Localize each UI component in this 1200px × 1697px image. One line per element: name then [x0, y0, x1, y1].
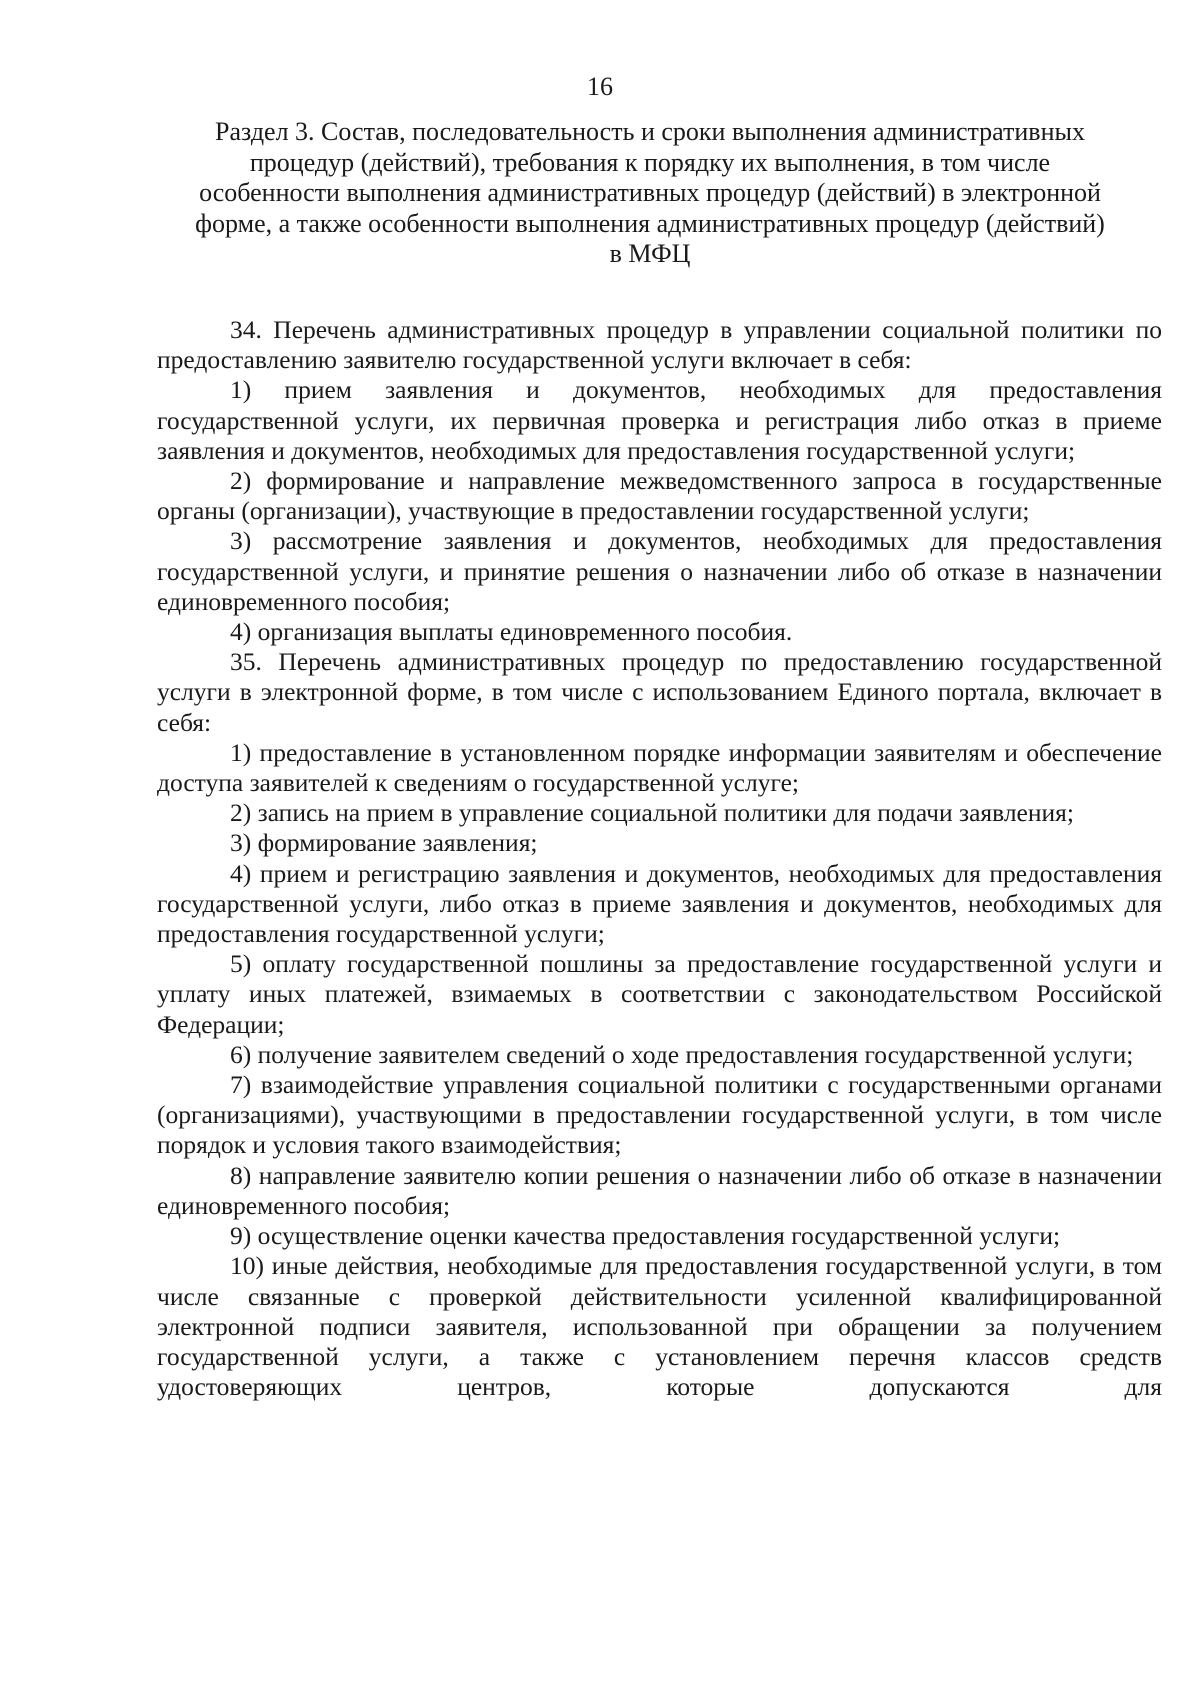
- paragraph-item-34: 34. Перечень административных процедур в управлении социальной политики по предоставлению заявителю государственной услуги включает в себя:: [157, 315, 1162, 375]
- list-item: 4) прием и регистрацию заявления и документов, необходимых для предоставления государственной услуги, либо отказ в приеме заявления и документов, необходимых для предоставления государственной услуги;: [157, 858, 1162, 949]
- section-heading-line: процедур (действий), требования к порядку их выполнения, в том числе: [249, 147, 1051, 177]
- list-item: 3) рассмотрение заявления и документов, необходимых для предоставления государственной услуги, и принятие решения о назначении либо об отказе в назначении единовременного пособия;: [157, 526, 1162, 616]
- list-item: 4) организация выплаты единовременного пособия.: [230, 617, 793, 647]
- list-item: 2) запись на прием в управление социальной политики для подачи заявления;: [230, 798, 1074, 828]
- page-number: 16: [587, 72, 613, 101]
- list-item: 7) взаимодействие управления социальной политики с государственными органами (организациями), участвующими в предоставлении государственной услуги, в том числе порядок и условия такого взаимодействия;: [157, 1070, 1162, 1160]
- section-heading: [150, 117, 1150, 270]
- list-item: 5) оплату государственной пошлины за предоставление государственной услуги и уплату иных платежей, взимаемых в соответствии с законодательством Российской Федерации;: [157, 949, 1162, 1039]
- paragraph-item-35: 35. Перечень административных процедур по предоставлению государственной услуги в электронной форме, в том числе с использованием Единого портала, включает в себя:: [157, 647, 1162, 737]
- list-item: 2) формирование и направление межведомственного запроса в государственные органы (организации), участвующие в предоставлении государственной услуги;: [157, 466, 1162, 526]
- section-heading-line: особенности выполнения административных процедур (действий) в электронной: [199, 178, 1101, 207]
- list-item: 8) направление заявителю копии решения о назначении либо об отказе в назначении единовременного пособия;: [157, 1160, 1162, 1220]
- section-heading-line: Раздел 3. Состав, последовательность и сроки выполнения административных: [215, 117, 1085, 146]
- list-item: 10) иные действия, необходимые для предоставления государственной услуги, в том числе связанные с проверкой действительности усиленной квалифицированной электронной подписи заявителя, использованной при обращении за получением государственной услуги, а также с установлением перечня классов средств удостоверяющих центров, которые допускаются для: [157, 1251, 1162, 1402]
- section-heading-line: в МФЦ: [609, 239, 691, 268]
- list-item: 6) получение заявителем сведений о ходе предоставления государственной услуги;: [230, 1039, 1134, 1069]
- section-heading-line: форме, а также особенности выполнения административных процедур (действий): [195, 208, 1105, 238]
- list-item: 1) предоставление в установленном порядке информации заявителям и обеспечение доступа заявителей к сведениям о государственной услуге;: [157, 737, 1162, 798]
- list-item: 3) формирование заявления;: [230, 828, 538, 858]
- list-item: 9) осуществление оценки качества предоставления государственной услуги;: [230, 1221, 1061, 1251]
- document-body: [157, 315, 1162, 1402]
- list-item: 1) прием заявления и документов, необходимых для предоставления государственной услуги, их первичная проверка и регистрация либо отказ в приеме заявления и документов, необходимых для предоставления государственной услуги;: [157, 375, 1162, 465]
